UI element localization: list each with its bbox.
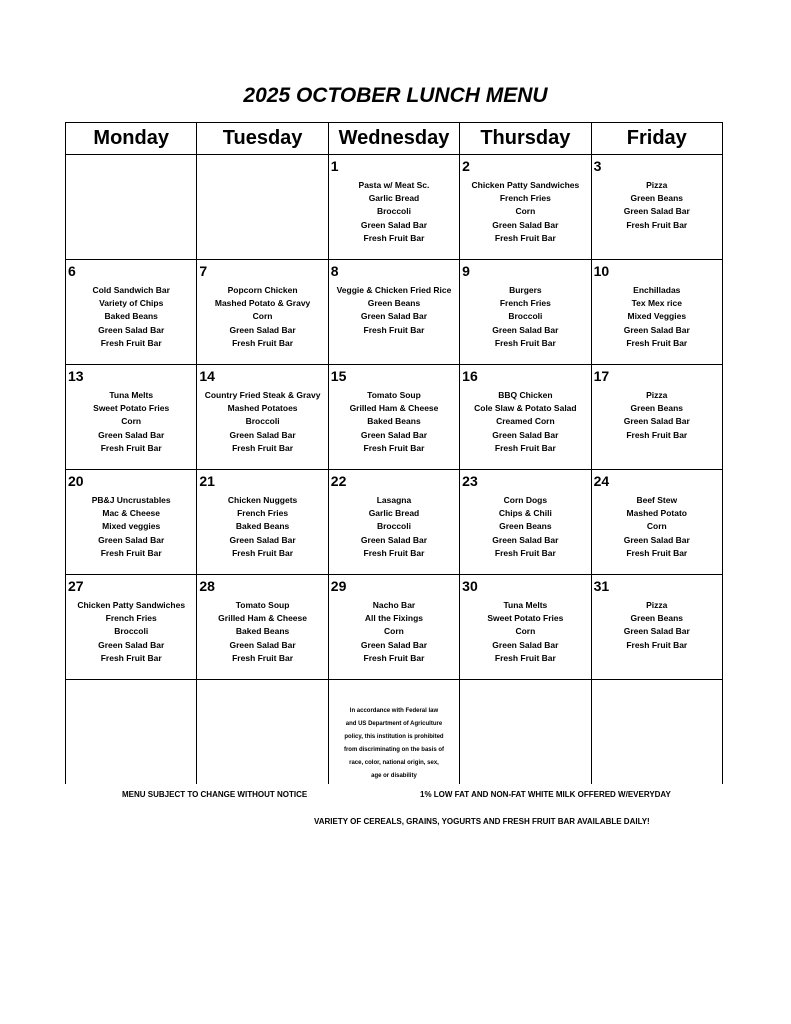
menu-item: Fresh Fruit Bar — [494, 652, 556, 663]
menu-item: Grilled Ham & Cheese — [218, 613, 307, 624]
menu-items — [592, 494, 722, 560]
day-cell — [328, 470, 459, 575]
menu-item: Green Salad Bar — [360, 639, 428, 650]
menu-item: Corn Dogs — [503, 495, 548, 505]
menu-item: Broccoli — [245, 416, 280, 427]
menu-item: Fresh Fruit Bar — [626, 639, 688, 650]
menu-item: Fresh Fruit Bar — [626, 337, 688, 348]
menu-items — [66, 389, 196, 455]
menu-item: Green Salad Bar — [98, 429, 165, 440]
menu-items — [66, 494, 196, 560]
statement-line: race, color, national origin, sex, — [349, 760, 439, 766]
menu-item: Burgers — [509, 285, 542, 295]
menu-item: Green Salad Bar — [360, 429, 428, 440]
menu-item: Variety of Chips — [99, 298, 164, 309]
menu-item: Green Salad Bar — [492, 639, 559, 650]
menu-items — [329, 284, 459, 337]
statement-line: from discriminating on the basis of — [343, 747, 444, 753]
day-cell — [460, 365, 591, 470]
day-number: 23 — [462, 473, 478, 489]
menu-item: Baked Beans — [104, 311, 158, 322]
menu-item: French Fries — [499, 298, 551, 309]
menu-item: Green Salad Bar — [360, 534, 428, 545]
menu-item: Fresh Fruit Bar — [494, 547, 556, 558]
menu-item: French Fries — [237, 508, 289, 519]
day-number: 21 — [199, 473, 215, 489]
menu-item: Corn — [121, 416, 142, 427]
menu-item: Green Salad Bar — [229, 639, 296, 650]
menu-item: Fresh Fruit Bar — [494, 442, 556, 453]
menu-item: Beef Stew — [636, 495, 678, 505]
menu-item: Green Salad Bar — [623, 206, 690, 217]
menu-item: Green Salad Bar — [492, 324, 559, 335]
menu-item: Green Salad Bar — [98, 324, 165, 335]
menu-items — [197, 494, 327, 560]
weekday-header-row — [66, 123, 723, 155]
menu-item: Green Salad Bar — [360, 311, 428, 322]
menu-item: Baked Beans — [367, 416, 421, 427]
menu-item: Tomato Soup — [367, 390, 421, 400]
menu-item: Green Salad Bar — [623, 534, 690, 545]
day-cell — [66, 470, 197, 575]
menu-item: Cole Slaw & Potato Salad — [474, 403, 577, 414]
menu-item: Garlic Bread — [368, 508, 420, 519]
menu-item: Tomato Soup — [235, 600, 290, 610]
menu-item: Mashed Potatoes — [227, 403, 298, 414]
menu-item: Baked Beans — [235, 521, 290, 532]
menu-item: Corn — [515, 626, 536, 637]
menu-items — [197, 599, 327, 665]
week-row — [66, 155, 723, 260]
page-title: 2025 OCTOBER LUNCH MENU — [243, 84, 548, 107]
menu-items — [329, 179, 459, 245]
menu-items — [66, 599, 196, 665]
menu-item: Green Beans — [630, 613, 683, 624]
menu-item: Green Beans — [630, 193, 683, 204]
menu-item: Baked Beans — [235, 626, 290, 637]
day-cell — [328, 575, 459, 680]
day-cell — [197, 365, 328, 470]
menu-item: Fresh Fruit Bar — [363, 324, 425, 335]
menu-item: Sweet Potato Fries — [93, 403, 170, 414]
menu-item: Pizza — [646, 180, 668, 190]
menu-item: Country Fried Steak & Gravy — [204, 390, 321, 400]
menu-item: Corn — [515, 206, 536, 217]
menu-item: Pasta w/ Meat Sc. — [358, 180, 430, 190]
day-number: 16 — [462, 368, 478, 384]
milk-notice: 1% LOW FAT AND NON-FAT WHITE MILK OFFERED W/EVERYDAY — [420, 790, 671, 799]
menu-item: Fresh Fruit Bar — [363, 652, 425, 663]
week-row — [66, 365, 723, 470]
menu-item: Grilled Ham & Cheese — [349, 403, 439, 414]
menu-item: Mixed veggies — [102, 521, 161, 532]
menu-item: BBQ Chicken — [498, 390, 553, 400]
day-number: 14 — [199, 368, 215, 384]
day-number: 17 — [593, 368, 610, 384]
variety-notice: VARIETY OF CEREALS, GRAINS, YOGURTS AND FRESH FRUIT BAR AVAILABLE DAILY! — [314, 817, 650, 826]
menu-calendar — [65, 122, 723, 784]
day-cell — [591, 260, 722, 365]
menu-items — [592, 599, 722, 652]
menu-items — [329, 599, 459, 665]
menu-item: Garlic Bread — [368, 193, 420, 204]
menu-item: Fresh Fruit Bar — [232, 337, 294, 348]
menu-item: Green Salad Bar — [623, 626, 690, 637]
week-row — [66, 260, 723, 365]
menu-item: Fresh Fruit Bar — [100, 442, 162, 453]
menu-item: Fresh Fruit Bar — [626, 429, 688, 440]
menu-item: Chicken Nuggets — [227, 495, 298, 505]
menu-item: Corn — [252, 311, 273, 322]
menu-item: Green Salad Bar — [229, 429, 296, 440]
menu-item: Mixed Veggies — [627, 311, 687, 322]
menu-items — [460, 494, 590, 560]
menu-item: Green Beans — [630, 403, 683, 414]
day-number: 27 — [68, 578, 84, 594]
menu-item: Mashed Potato — [626, 508, 687, 519]
day-number: 10 — [593, 263, 610, 279]
menu-items — [197, 389, 327, 455]
day-number: 24 — [593, 473, 610, 489]
menu-items — [329, 389, 459, 455]
day-cell — [460, 155, 591, 260]
menu-item: Sweet Potato Fries — [487, 613, 564, 624]
menu-item: Veggie & Chicken Fried Rice — [336, 285, 452, 295]
day-cell — [591, 575, 722, 680]
weekday-header: Monday — [66, 123, 197, 155]
change-notice: MENU SUBJECT TO CHANGE WITHOUT NOTICE — [122, 790, 308, 799]
menu-item: Pizza — [646, 600, 668, 610]
weekday-header: Tuesday — [197, 123, 328, 155]
menu-item: Corn — [646, 521, 667, 532]
day-cell — [460, 260, 591, 365]
nondiscrimination-statement — [329, 680, 459, 783]
menu-item: Fresh Fruit Bar — [232, 547, 294, 558]
menu-item: Popcorn Chicken — [227, 285, 298, 295]
day-cell — [197, 155, 328, 260]
day-cell — [460, 470, 591, 575]
day-number: 13 — [68, 368, 84, 384]
menu-item: Chicken Patty Sandwiches — [471, 180, 580, 190]
menu-item: Broccoli — [508, 311, 543, 322]
menu-item: Fresh Fruit Bar — [494, 232, 556, 243]
statement-line: In accordance with Federal law — [349, 708, 439, 714]
menu-item: Cold Sandwich Bar — [92, 285, 170, 295]
week-row — [66, 470, 723, 575]
day-number: 15 — [330, 368, 347, 384]
menu-item: Fresh Fruit Bar — [626, 219, 688, 230]
blank-cell — [66, 680, 197, 785]
menu-items — [460, 599, 590, 665]
menu-item: Green Beans — [367, 298, 421, 309]
menu-item: Fresh Fruit Bar — [494, 337, 556, 348]
blank-cell — [460, 680, 591, 785]
day-cell — [66, 155, 197, 260]
menu-items — [460, 389, 590, 455]
menu-item: Fresh Fruit Bar — [232, 442, 294, 453]
menu-item: Corn — [384, 626, 404, 637]
menu-item: Mashed Potato & Gravy — [214, 298, 311, 309]
day-number: 31 — [593, 578, 610, 594]
day-cell — [197, 575, 328, 680]
menu-item: Enchilladas — [633, 285, 681, 295]
menu-item: Fresh Fruit Bar — [363, 547, 425, 558]
menu-items — [592, 389, 722, 442]
menu-item: Fresh Fruit Bar — [100, 547, 162, 558]
day-number: 6 — [68, 263, 76, 279]
day-cell — [66, 260, 197, 365]
menu-item: Chips & Chili — [498, 508, 552, 519]
menu-item: Fresh Fruit Bar — [100, 652, 162, 663]
menu-item: Pizza — [646, 390, 668, 400]
menu-item: Green Salad Bar — [623, 416, 690, 427]
menu-item: Fresh Fruit Bar — [363, 232, 425, 243]
menu-items — [592, 284, 722, 350]
day-number: 8 — [330, 263, 339, 279]
menu-item: Creamed Corn — [496, 416, 555, 427]
menu-item: Broccoli — [376, 521, 411, 532]
menu-items — [460, 284, 590, 350]
day-number: 29 — [330, 578, 347, 594]
menu-item: PB&J Uncrustables — [91, 495, 171, 505]
menu-item: French Fries — [105, 613, 157, 624]
day-number: 20 — [68, 473, 84, 489]
day-number — [197, 155, 327, 176]
day-cell — [591, 365, 722, 470]
day-number — [66, 155, 196, 176]
day-cell — [591, 470, 722, 575]
statement-line: age or disability — [371, 773, 417, 779]
menu-item: Tex Mex rice — [631, 298, 682, 309]
day-cell — [197, 470, 328, 575]
menu-item: Green Salad Bar — [229, 324, 296, 335]
menu-item: Green Salad Bar — [492, 534, 559, 545]
nondiscrimination-cell — [328, 680, 459, 785]
menu-item: Fresh Fruit Bar — [100, 337, 162, 348]
day-number: 28 — [199, 578, 215, 594]
menu-item: Fresh Fruit Bar — [232, 652, 294, 663]
footer-row — [66, 680, 723, 785]
day-number: 3 — [593, 158, 602, 174]
day-number: 22 — [330, 473, 347, 489]
week-row — [66, 575, 723, 680]
menu-item: All the Fixings — [364, 613, 424, 624]
menu-item: Broccoli — [376, 206, 411, 217]
menu-items — [66, 284, 196, 350]
day-cell — [591, 155, 722, 260]
menu-item: Tuna Melts — [503, 600, 548, 610]
weekday-header: Wednesday — [328, 123, 459, 155]
menu-item: Green Salad Bar — [98, 534, 165, 545]
menu-item: Fresh Fruit Bar — [363, 442, 425, 453]
day-number: 2 — [462, 158, 470, 174]
menu-items — [329, 494, 459, 560]
menu-item: Green Salad Bar — [360, 219, 428, 230]
menu-items — [592, 179, 722, 232]
statement-line: and US Department of Agriculture — [345, 721, 443, 727]
menu-item: Green Salad Bar — [492, 219, 559, 230]
day-number: 30 — [462, 578, 478, 594]
menu-item: Green Salad Bar — [492, 429, 559, 440]
day-cell — [328, 260, 459, 365]
menu-items — [460, 179, 590, 245]
blank-cell — [197, 680, 328, 785]
weekday-header: Friday — [591, 123, 722, 155]
day-number: 7 — [199, 263, 208, 279]
day-cell — [66, 365, 197, 470]
menu-item: Green Salad Bar — [229, 534, 296, 545]
menu-item: Green Salad Bar — [623, 324, 690, 335]
menu-item: Broccoli — [114, 626, 149, 637]
menu-item: Tuna Melts — [109, 390, 154, 400]
day-cell — [460, 575, 591, 680]
day-cell — [66, 575, 197, 680]
day-cell — [328, 155, 459, 260]
menu-item: French Fries — [499, 193, 551, 204]
menu-item: Fresh Fruit Bar — [626, 547, 688, 558]
menu-item: Lasagna — [376, 495, 412, 505]
day-cell — [328, 365, 459, 470]
day-number: 1 — [330, 158, 339, 174]
blank-cell — [591, 680, 722, 785]
menu-item: Mac & Cheese — [102, 508, 161, 519]
menu-items — [197, 284, 327, 350]
day-number: 9 — [462, 263, 470, 279]
menu-item: Green Salad Bar — [98, 639, 165, 650]
menu-item: Chicken Patty Sandwiches — [77, 600, 186, 610]
weekday-header: Thursday — [460, 123, 591, 155]
day-cell — [197, 260, 328, 365]
menu-item: Nacho Bar — [372, 600, 416, 610]
statement-line: policy, this institution is prohibited — [344, 734, 444, 740]
menu-item: Green Beans — [499, 521, 552, 532]
